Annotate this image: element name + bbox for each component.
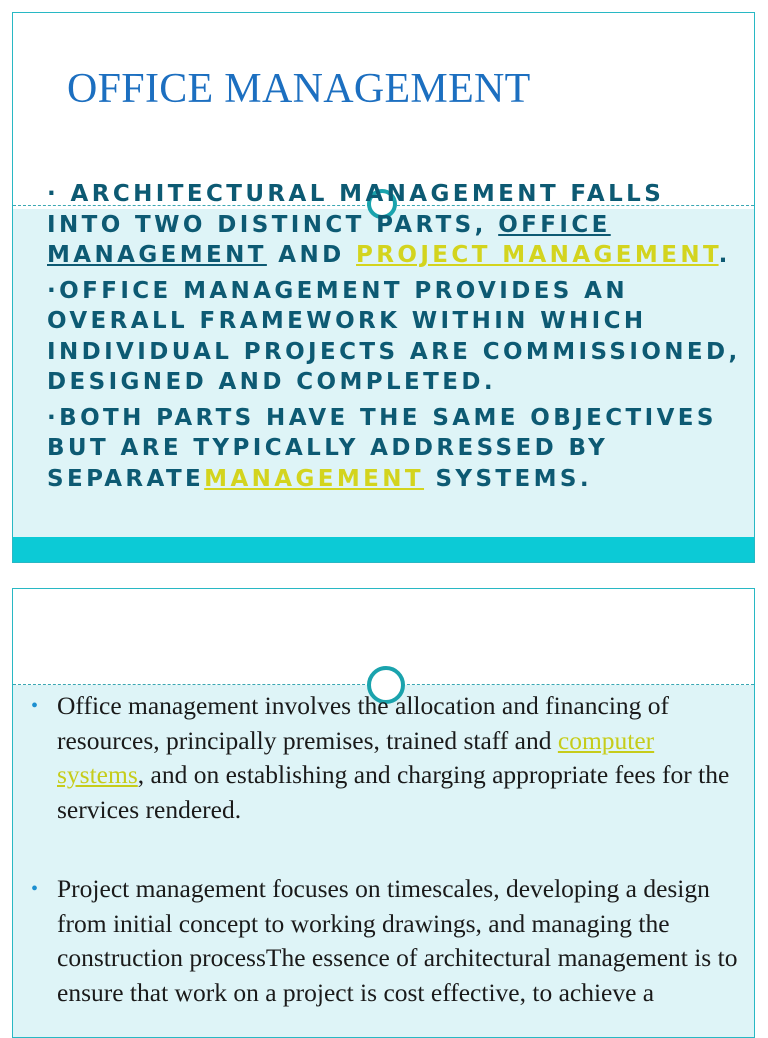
paragraph-2-text: OFFICE MANAGEMENT PROVIDES AN OVERALL FRAMEWORK WITHIN WHICH INDIVIDUAL PROJECTS ARE COMMISSIONED, DESIGNED AND COMPLETED. [47, 277, 741, 395]
bottom-accent-bar [13, 537, 754, 563]
project-management-link[interactable]: PROJECT MANAGEMENT [356, 242, 719, 268]
paragraph-3-text: BOTH PARTS HAVE THE SAME OBJECTIVES BUT ARE TYPICALLY ADDRESSED BY SEPARATE [47, 404, 717, 492]
bullet-icon: • [31, 695, 39, 717]
bullet-list [31, 689, 743, 1038]
office-management-link[interactable]: OFFICE MANAGEMENT [47, 211, 611, 268]
paragraph-1 [47, 179, 747, 271]
slide-title: OFFICE MANAGEMENT [67, 66, 531, 112]
slide-2 [12, 588, 755, 1038]
bullet-marker: · [47, 277, 60, 304]
paragraph-1-period: . [718, 242, 731, 268]
paragraph-3-tail: SYSTEMS. [424, 465, 593, 492]
bullet-icon: • [31, 878, 39, 900]
bullet-marker: · [47, 181, 60, 207]
list-item [31, 689, 743, 827]
computer-systems-link[interactable]: computer systems [57, 725, 655, 789]
bullet-marker: · [47, 404, 60, 431]
item-1-tail: , and on establishing and charging appropriate fees for the services rendered. [57, 760, 730, 824]
paragraph-1-and: AND [266, 242, 357, 268]
item-2-text: Project management focuses on timescales, developing a design from initial concept to working drawings, and managing the construction processThe essence of architectural management is to ensure that work on a project is cost effective, to achieve a [57, 874, 738, 1007]
paragraph-2 [47, 276, 747, 398]
paragraph-3 [47, 403, 747, 495]
paragraph-1-text: ARCHITECTURAL MANAGEMENT FALLS INTO TWO DISTINCT PARTS, [47, 181, 665, 238]
management-link[interactable]: MANAGEMENT [204, 465, 425, 492]
list-item [31, 872, 743, 1010]
slide-1 [12, 12, 755, 563]
caps-body [47, 179, 747, 499]
item-1-text: Office management involves the allocation and financing of resources, principally premises, trained staff and [57, 691, 670, 755]
